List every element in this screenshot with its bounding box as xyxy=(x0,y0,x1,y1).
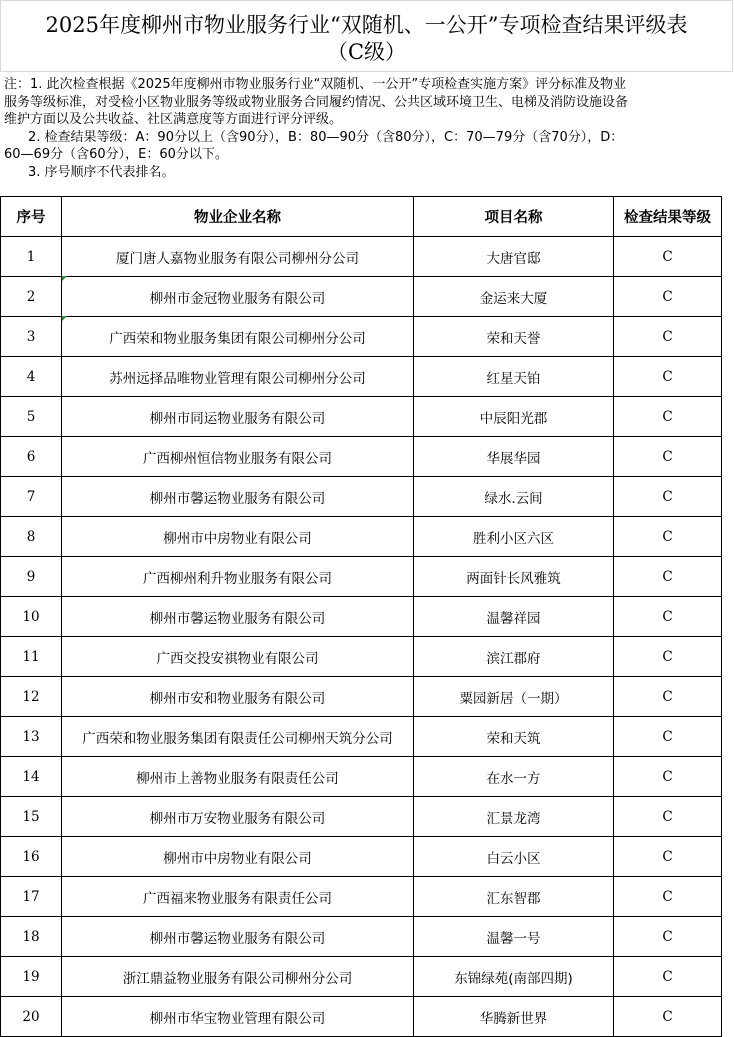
project-name: 滨江郡府 xyxy=(414,637,614,677)
company-name: 柳州市中房物业有限公司 xyxy=(62,517,414,557)
grade-value: C xyxy=(614,757,722,797)
row-number: 11 xyxy=(1,637,62,677)
project-name: 金运来大厦 xyxy=(414,277,614,317)
grade-value: C xyxy=(614,437,722,477)
table-row xyxy=(1,917,722,957)
company-name: 柳州市馨运物业服务有限公司 xyxy=(62,597,414,637)
project-name: 华展华园 xyxy=(414,437,614,477)
company-name: 柳州市万安物业服务有限公司 xyxy=(62,797,414,837)
grade-value: C xyxy=(614,517,722,557)
table-body xyxy=(1,237,722,1037)
company-name: 广西福来物业服务有限责任公司 xyxy=(62,877,414,917)
project-name: 汇景龙湾 xyxy=(414,797,614,837)
project-name: 白云小区 xyxy=(414,837,614,877)
grade-value: C xyxy=(614,357,722,397)
company-name: 广西柳州利升物业服务有限公司 xyxy=(62,557,414,597)
row-number: 10 xyxy=(1,597,62,637)
cell-marker-icon xyxy=(62,276,67,281)
title-box xyxy=(0,0,733,72)
project-name: 粟园新居（一期） xyxy=(414,677,614,717)
table-row xyxy=(1,997,722,1037)
company-name: 柳州市同运物业服务有限公司 xyxy=(62,397,414,437)
company-name: 柳州市华宝物业管理有限公司 xyxy=(62,997,414,1037)
row-number: 17 xyxy=(1,877,62,917)
grade-table xyxy=(0,196,722,1037)
row-number: 14 xyxy=(1,757,62,797)
company-name: 广西荣和物业服务集团有限公司柳州分公司 xyxy=(62,317,414,357)
table-row xyxy=(1,357,722,397)
grade-value: C xyxy=(614,277,722,317)
row-number: 5 xyxy=(1,397,62,437)
project-name: 红星天铂 xyxy=(414,357,614,397)
project-name: 在水一方 xyxy=(414,757,614,797)
table-row xyxy=(1,477,722,517)
table-row xyxy=(1,717,722,757)
table-row xyxy=(1,517,722,557)
table-row xyxy=(1,437,722,477)
grade-value: C xyxy=(614,997,722,1037)
project-name: 两面针长风雅筑 xyxy=(414,557,614,597)
header-no: 序号 xyxy=(1,197,62,237)
grade-value: C xyxy=(614,877,722,917)
row-number: 3 xyxy=(1,317,62,357)
company-name: 柳州市馨运物业服务有限公司 xyxy=(62,477,414,517)
company-name: 广西柳州恒信物业服务有限公司 xyxy=(62,437,414,477)
row-number: 13 xyxy=(1,717,62,757)
table-row xyxy=(1,597,722,637)
row-number: 15 xyxy=(1,797,62,837)
table-row xyxy=(1,277,722,317)
grade-value: C xyxy=(614,397,722,437)
table-row xyxy=(1,557,722,597)
company-name: 广西交投安祺物业有限公司 xyxy=(62,637,414,677)
company-name: 柳州市金冠物业服务有限公司 xyxy=(62,277,414,317)
grade-value: C xyxy=(614,557,722,597)
row-number: 1 xyxy=(1,237,62,277)
grade-value: C xyxy=(614,797,722,837)
cell-marker-icon xyxy=(62,316,67,321)
table-row xyxy=(1,237,722,277)
page-title: 2025年度柳州市物业服务行业“双随机、一公开”专项检查结果评级表 xyxy=(45,13,688,37)
table-header-row xyxy=(1,197,722,237)
grade-value: C xyxy=(614,917,722,957)
project-name: 温馨一号 xyxy=(414,917,614,957)
grade-value: C xyxy=(614,477,722,517)
company-name: 浙江鼎益物业服务有限公司柳州分公司 xyxy=(62,957,414,997)
header-company: 物业企业名称 xyxy=(62,197,414,237)
company-name: 厦门唐人嘉物业服务有限公司柳州分公司 xyxy=(62,237,414,277)
table-row xyxy=(1,397,722,437)
company-name: 柳州市上善物业服务有限责任公司 xyxy=(62,757,414,797)
project-name: 大唐官邸 xyxy=(414,237,614,277)
note-line-3: 维护方面以及公共收益、社区满意度等方面进行评分评级。 xyxy=(4,112,343,127)
grade-value: C xyxy=(614,957,722,997)
grade-value: C xyxy=(614,317,722,357)
note-line-6: 3. 序号顺序不代表排名。 xyxy=(28,164,175,180)
company-name: 广西荣和物业服务集团有限责任公司柳州天筑分公司 xyxy=(62,717,414,757)
note-line-4: 2. 检查结果等级：A：90分以上（含90分），B：80—90分（含80分），C：70—79分（含70分），D： xyxy=(28,129,624,145)
row-number: 8 xyxy=(1,517,62,557)
table-row xyxy=(1,797,722,837)
row-number: 20 xyxy=(1,997,62,1037)
row-number: 12 xyxy=(1,677,62,717)
company-name: 柳州市馨运物业服务有限公司 xyxy=(62,917,414,957)
project-name: 东锦绿苑(南部四期) xyxy=(414,957,614,997)
row-number: 18 xyxy=(1,917,62,957)
grade-value: C xyxy=(614,597,722,637)
row-number: 7 xyxy=(1,477,62,517)
grade-value: C xyxy=(614,837,722,877)
row-number: 9 xyxy=(1,557,62,597)
project-name: 汇东智郡 xyxy=(414,877,614,917)
project-name: 华腾新世界 xyxy=(414,997,614,1037)
company-name: 柳州市中房物业有限公司 xyxy=(62,837,414,877)
table-row xyxy=(1,757,722,797)
row-number: 19 xyxy=(1,957,62,997)
grade-value: C xyxy=(614,637,722,677)
grade-value: C xyxy=(614,237,722,277)
row-number: 2 xyxy=(1,277,62,317)
table-row xyxy=(1,837,722,877)
note-line-5: 60—69分（含60分），E：60分以下。 xyxy=(4,147,228,162)
project-name: 荣和天筑 xyxy=(414,717,614,757)
table-row xyxy=(1,317,722,357)
header-grade: 检查结果等级 xyxy=(614,197,722,237)
company-name: 苏州远择品唯物业管理有限公司柳州分公司 xyxy=(62,357,414,397)
page-subtitle-grade: （C级） xyxy=(326,40,407,64)
company-name: 柳州市安和物业服务有限公司 xyxy=(62,677,414,717)
row-number: 16 xyxy=(1,837,62,877)
project-name: 绿水.云间 xyxy=(414,477,614,517)
row-number: 4 xyxy=(1,357,62,397)
note-line-2: 服务等级标准，对受检小区物业服务等级或物业服务合同履约情况、公共区域环境卫生、电梯及消防设施设备 xyxy=(4,94,629,110)
header-project: 项目名称 xyxy=(414,197,614,237)
table-row xyxy=(1,637,722,677)
table-row xyxy=(1,677,722,717)
project-name: 胜利小区六区 xyxy=(414,517,614,557)
notes-section xyxy=(4,76,730,181)
grade-value: C xyxy=(614,677,722,717)
row-number: 6 xyxy=(1,437,62,477)
grade-value: C xyxy=(614,717,722,757)
table-row xyxy=(1,877,722,917)
project-name: 温馨祥园 xyxy=(414,597,614,637)
project-name: 中辰阳光郡 xyxy=(414,397,614,437)
project-name: 荣和天誉 xyxy=(414,317,614,357)
table-row xyxy=(1,957,722,997)
note-line-1: 注：1. 此次检查根据《2025年度柳州市物业服务行业“双随机、一公开”专项检查实施方案》评分标准及物业 xyxy=(4,77,627,92)
